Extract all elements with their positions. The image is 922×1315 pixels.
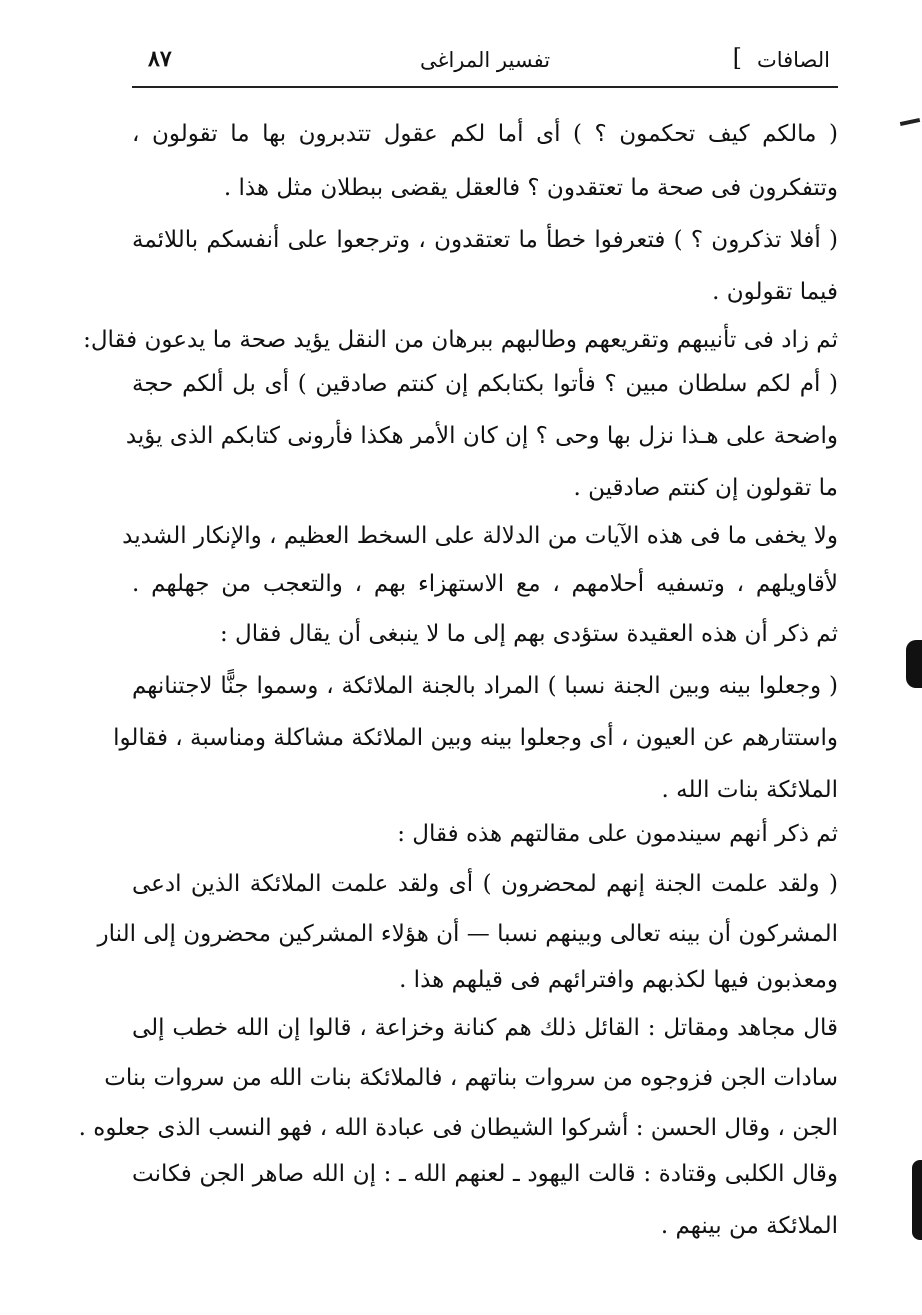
text-line: ولا يخفى ما فى هذه الآيات من الدلالة على السخط العظيم ، والإنكار الشديد <box>122 523 838 549</box>
text-line: لأقاويلهم ، وتسفيه أحلامهم ، مع الاستهزاء بهم ، والتعجب من جهلهم . <box>132 571 838 597</box>
scan-edge-mark <box>900 118 920 126</box>
text-line: ثم ذكر أن هذه العقيدة ستؤدى بهم إلى ما لا ينبغى أن يقال فقال : <box>219 621 838 647</box>
text-line: ( أم لكم سلطان مبين ؟ فأتوا بكتابكم إن كنتم صادقين ) أى بل ألكم حجة <box>132 371 838 397</box>
text-line: ثم ذكر أنهم سيندمون على مقالتهم هذه فقال : <box>397 821 838 847</box>
header-bracket: ] <box>732 44 742 72</box>
header-rule <box>132 86 838 88</box>
text-line: وقال الكلبى وقتادة : قالت اليهود ـ لعنهم الله ـ : إن الله صاهر الجن فكانت <box>132 1161 838 1187</box>
text-line: ومعذبون فيها لكذبهم وافترائهم فى قيلهم هذا . <box>399 967 838 993</box>
header-book-title: تفسير المراغى <box>419 48 551 72</box>
running-header <box>140 40 830 80</box>
text-line: الجن ، وقال الحسن : أشركوا الشيطان فى عبادة الله ، فهو النسب الذى جعلوه . <box>78 1115 838 1141</box>
text-line: سادات الجن فزوجوه من سروات بناتهم ، فالملائكة بنات الله من سروات بنات <box>104 1065 838 1091</box>
page-number: ٨٧ <box>148 46 172 72</box>
text-line: ( ولقد علمت الجنة إنهم لمحضرون ) أى ولقد علمت الملائكة الذين ادعى <box>132 871 838 897</box>
scan-edge-mark <box>906 640 922 688</box>
text-line: ( مالكم كيف تحكمون ؟ ) أى أما لكم عقول تتدبرون بها ما تقولون ، <box>132 121 838 147</box>
text-line: فيما تقولون . <box>712 279 838 305</box>
text-line: ( أفلا تذكرون ؟ ) فتعرفوا خطأ ما تعتقدون ، وترجعوا على أنفسكم باللائمة <box>132 227 838 253</box>
text-line: ما تقولون إن كنتم صادقين . <box>573 475 838 501</box>
text-line: الملائكة بنات الله . <box>661 777 838 803</box>
text-line: وتتفكرون فى صحة ما تعتقدون ؟ فالعقل يقضى ببطلان مثل هذا . <box>223 175 838 201</box>
header-sura-name: الصافات <box>756 48 830 72</box>
scan-edge-mark <box>912 1160 922 1240</box>
text-line: المشركون أن بينه تعالى وبينهم نسبا — أن هؤلاء المشركين محضرون إلى النار <box>97 921 838 947</box>
text-line: ( وجعلوا بينه وبين الجنة نسبا ) المراد بالجنة الملائكة ، وسموا جنًّا لاجتنانهم <box>132 673 838 699</box>
text-line: واستتارهم عن العيون ، أى وجعلوا بينه وبين الملائكة مشاكلة ومناسبة ، فقالوا <box>113 725 838 751</box>
text-line: واضحة على هـذا نزل بها وحى ؟ إن كان الأمر هكذا فأرونى كتابكم الذى يؤيد <box>125 423 838 449</box>
text-line: الملائكة من بينهم . <box>660 1213 838 1239</box>
text-line: ثم زاد فى تأنيبهم وتقريعهم وطالبهم ببرهان من النقل يؤيد صحة ما يدعون فقال: <box>83 327 838 353</box>
text-line: قال مجاهد ومقاتل : القائل ذلك هم كنانة وخزاعة ، قالوا إن الله خطب إلى <box>132 1015 838 1041</box>
